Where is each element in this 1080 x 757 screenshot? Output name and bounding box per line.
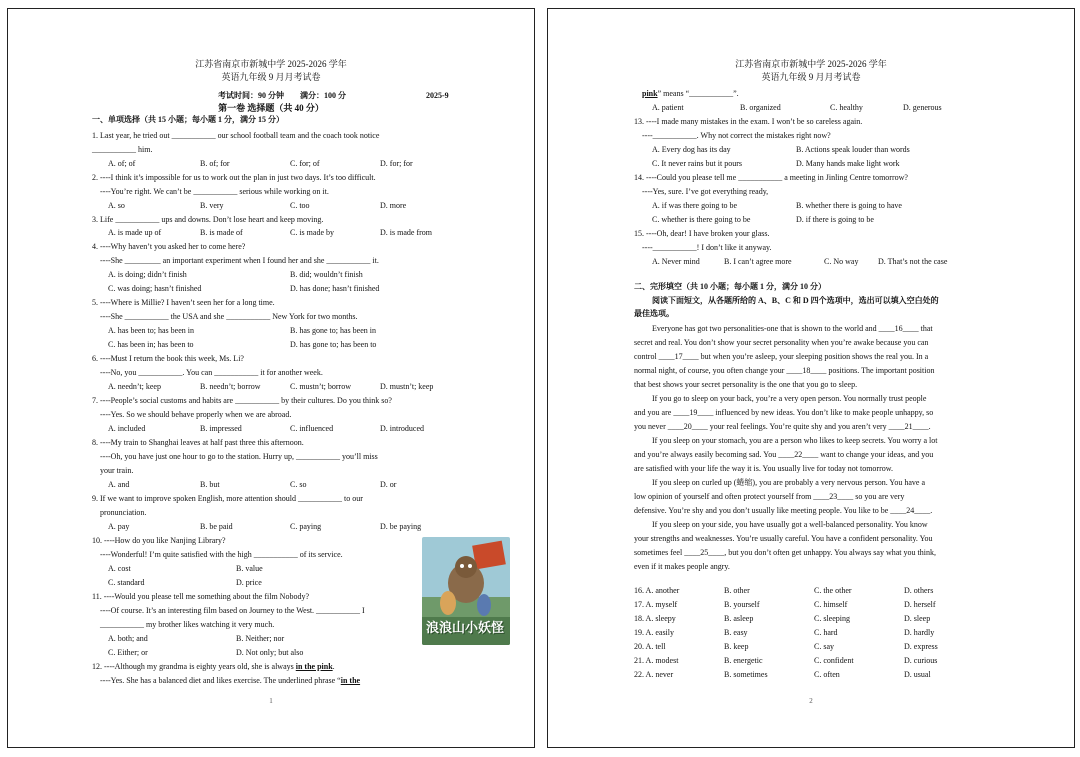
passage-line: your strengths and weaknesses. You’re usually careful. You have a confident personality. You <box>634 534 933 543</box>
option: C. often <box>814 670 840 679</box>
section-1-title: 一、单项选择（共 15 小题；每小题 1 分，满分 15 分） <box>92 115 284 124</box>
option: B. has gone to; has been in <box>290 326 376 335</box>
exam-page-2 <box>547 8 1075 748</box>
question-line: 13. ----I made many mistakes in the exam. I won’t be so careless again. <box>634 117 863 126</box>
instruction: 最佳选项。 <box>634 309 674 318</box>
passage-line: even if it makes people angry. <box>634 562 730 571</box>
passage-line: that best shows your secret personality is the one that you go to sleep. <box>634 380 858 389</box>
question-line: 2. ----I think it’s impossible for us to work out the plan in just two days. It’s too difficult. <box>92 173 376 182</box>
option: D. introduced <box>380 424 424 433</box>
option: B. sometimes <box>724 670 768 679</box>
option: B. but <box>200 480 220 489</box>
option: B. energetic <box>724 656 763 665</box>
question-line: 3. Life ___________ ups and downs. Don’t lose heart and keep moving. <box>92 215 324 224</box>
option: B. easy <box>724 628 748 637</box>
option: B. value <box>236 564 263 573</box>
option: 17. A. myself <box>634 600 678 609</box>
option: C. for; of <box>290 159 320 168</box>
option: B. organized <box>740 103 781 112</box>
option: A. pay <box>108 522 130 531</box>
option: A. both; and <box>108 634 148 643</box>
option: D. or <box>380 480 397 489</box>
question-line: ----No, you ___________. You can ___________ it for another week. <box>100 368 323 377</box>
option: B. yourself <box>724 600 760 609</box>
exam-time: 考试时间：90 分钟 <box>218 91 284 100</box>
option: C. the other <box>814 586 852 595</box>
option: C. influenced <box>290 424 334 433</box>
option: C. himself <box>814 600 848 609</box>
question-line: ___________ him. <box>92 145 153 154</box>
option: D. express <box>904 642 938 651</box>
option: C. healthy <box>830 103 863 112</box>
option: B. impressed <box>200 424 242 433</box>
option: D. price <box>236 578 262 587</box>
option: D. more <box>380 201 407 210</box>
option: D. Not only; but also <box>236 648 304 657</box>
option: A. and <box>108 480 130 489</box>
poster-title: 浪浪山小妖怪 <box>426 621 505 636</box>
option: B. be paid <box>200 522 233 531</box>
option: 21. A. modest <box>634 656 679 665</box>
question-line: 14. ----Could you please tell me ___________ a meeting in Jinling Centre tomorrow? <box>634 173 908 182</box>
option: A. is made up of <box>108 228 162 237</box>
question-line: 15. ----Oh, dear! I have broken your glass. <box>634 229 770 238</box>
question-line: ----Yes, sure. I’ve got everything ready, <box>642 187 769 196</box>
option: 20. A. tell <box>634 642 666 651</box>
option: C. No way <box>824 257 859 266</box>
option: C. whether is there going to be <box>652 215 751 224</box>
option: 16. A. another <box>634 586 680 595</box>
underlined-phrase: in the <box>340 676 361 685</box>
question-line: your train. <box>100 466 134 475</box>
option: C. It never rains but it pours <box>652 159 742 168</box>
option: A. has been to; has been in <box>108 326 194 335</box>
option: C. confident <box>814 656 854 665</box>
question-text: ----Yes. She has a balanced diet and likes exercise. The underlined phrase “ <box>100 676 341 685</box>
question-line: ----Yes. So we should behave properly when we are abroad. <box>100 410 292 419</box>
option: D. has done; hasn’t finished <box>290 284 380 293</box>
option: D. be paying <box>380 522 422 531</box>
option: C. was doing; hasn’t finished <box>108 284 202 293</box>
option: D. for; for <box>380 159 413 168</box>
question-line <box>642 89 739 99</box>
passage-line: and you are ____19____ influenced by new ideas. You don’t like to make people unhappy, so <box>634 408 934 417</box>
option: A. is doing; didn’t finish <box>108 270 187 279</box>
option: D. herself <box>904 600 936 609</box>
option: D. usual <box>904 670 931 679</box>
question-line: 1. Last year, he tried out ___________ our school football team and the coach took notice <box>92 131 380 140</box>
option: C. hard <box>814 628 838 637</box>
option: A. Every dog has its day <box>652 145 731 154</box>
question-line: ----She _________ an important experiment when I found her and she ___________ it. <box>100 256 379 265</box>
passage-line: control ____17____ but when you’re asleep, your sleeping position shows the real you. In a <box>634 352 929 361</box>
question-line: 12. ----Although my grandma is eighty years old, she is always in the pink. <box>92 662 335 671</box>
question-line: ----Of course. It’s an interesting film based on Journey to the West. ___________ I <box>100 606 365 615</box>
option: C. Either; or <box>108 648 148 657</box>
page-number: 1 <box>269 697 273 705</box>
option: 19. A. easily <box>634 628 674 637</box>
option: D. Many hands make light work <box>796 159 900 168</box>
question-line: 11. ----Would you please tell me something about the film Nobody? <box>92 592 310 601</box>
option: 22. A. never <box>634 670 674 679</box>
passage-line: If you sleep on your stomach, you are a person who likes to keep secrets. You worry a lot <box>652 436 938 445</box>
option: A. of; of <box>108 159 136 168</box>
option: D. sleep <box>904 614 931 623</box>
option: C. paying <box>290 522 322 531</box>
question-line: 6. ----Must I return the book this week, Ms. Li? <box>92 354 244 363</box>
option: C. mustn’t; borrow <box>290 382 351 391</box>
option: B. whether there is going to have <box>796 201 902 210</box>
question-line: ----She ___________ the USA and she ___________ New York for two months. <box>100 312 358 321</box>
exam-date: 2025-9 <box>426 91 449 100</box>
underlined-phrase: pink <box>642 89 658 98</box>
question-line: ___________ my brother likes watching it very much. <box>100 620 275 629</box>
option: D. has gone to; has been to <box>290 340 377 349</box>
option: B. asleep <box>724 614 754 623</box>
option: D. hardly <box>904 628 935 637</box>
question-line: 10. ----How do you like Nanjing Library? <box>92 536 226 545</box>
option: D. That’s not the case <box>878 257 948 266</box>
question-line: ----___________. Why not correct the mistakes right now? <box>642 131 831 140</box>
option: C. standard <box>108 578 145 587</box>
question-line: pronunciation. <box>100 508 147 517</box>
question-line: ----You’re right. We can’t be ___________ serious while working on it. <box>100 187 329 196</box>
option: B. keep <box>724 642 749 651</box>
option: 18. A. sleepy <box>634 614 676 623</box>
question-line: 5. ----Where is Millie? I haven’t seen her for a long time. <box>92 298 275 307</box>
option: B. needn’t; borrow <box>200 382 261 391</box>
option: A. patient <box>652 103 684 112</box>
passage-line: If you sleep on your side, you have usually got a well-balanced personality. You know <box>652 520 928 529</box>
school-title: 江苏省南京市新城中学 2025-2026 学年 <box>195 59 347 69</box>
school-title: 江苏省南京市新城中学 2025-2026 学年 <box>735 59 887 69</box>
question-line <box>100 676 360 686</box>
passage-line: If you sleep on curled up (蜷缩), you are probably a very nervous person. You have a <box>652 478 926 487</box>
option: C. sleeping <box>814 614 850 623</box>
option: B. I can’t agree more <box>724 257 792 266</box>
passage-line: normal night, of course, you often change your ____18____ positions. The important position <box>634 366 935 375</box>
option: A. needn’t; keep <box>108 382 161 391</box>
exam-page-1 <box>7 8 535 748</box>
page-number: 2 <box>809 697 813 705</box>
passage-line: sometimes feel ____25____, but you don’t often get unhappy. You always say what you think, <box>634 548 936 557</box>
question-line: 4. ----Why haven’t you asked her to come here? <box>92 242 246 251</box>
option: C. has been in; has been to <box>108 340 194 349</box>
option: C. is made by <box>290 228 334 237</box>
volume-title: 第一卷 选择题（共 40 分） <box>218 103 324 113</box>
option: D. curious <box>904 656 938 665</box>
question-line: ----Oh, you have just one hour to go to the station. Hurry up, ___________ you’ll miss <box>100 452 378 461</box>
option: A. so <box>108 201 125 210</box>
passage-line: defensive. You’re shy and you don’t usually like meeting people. You like to be ____24____. <box>634 506 933 515</box>
question-line: ----___________! I don’t like it anyway. <box>642 243 772 252</box>
option: C. so <box>290 480 307 489</box>
instruction: 阅读下面短文，从各题所给的 A、B、C 和 D 四个选项中，选出可以填入空白处的 <box>652 296 939 305</box>
passage-line: If you go to sleep on your back, you’re a very open person. You normally trust people <box>652 394 927 403</box>
passage-line: and you’re always easily becoming sad. You ____22____ want to change your ideas, and you <box>634 450 934 459</box>
option: D. mustn’t; keep <box>380 382 434 391</box>
movie-poster-image <box>422 537 510 645</box>
option: A. if was there going to be <box>652 201 738 210</box>
option: D. if there is going to be <box>796 215 874 224</box>
section-2-title: 二、完形填空（共 10 小题；每小题 1 分，满分 10 分） <box>634 282 826 291</box>
passage-line: low opinion of yourself and often protect yourself from ____23____ so you are very <box>634 492 905 501</box>
option: D. others <box>904 586 934 595</box>
option: C. say <box>814 642 834 651</box>
passage-line: secret and real. You don’t show your secret personality when you’re awake because you can <box>634 338 929 347</box>
passage-line: you never ____20____ your real feelings. You’re quite shy and you aren’t very ____21____. <box>634 422 931 431</box>
question-line: 8. ----My train to Shanghai leaves at half past three this afternoon. <box>92 438 304 447</box>
option: B. Actions speak louder than words <box>796 145 910 154</box>
option: B. is made of <box>200 228 243 237</box>
passage-line: Everyone has got two personalities-one that is shown to the world and ____16____ that <box>652 324 933 333</box>
option: B. did; wouldn’t finish <box>290 270 363 279</box>
passage-line: are satisfied with your life the way it is. You usually live for today not tomorrow. <box>634 464 893 473</box>
question-line: 9. If we want to improve spoken English, more attention should ___________ to our <box>92 494 363 503</box>
question-text: 12. ----Although my grandma is eighty years old, she is always <box>92 662 294 671</box>
question-text: ” means “___________”. <box>657 89 739 98</box>
option: B. of; for <box>200 159 230 168</box>
option: D. is made from <box>380 228 432 237</box>
exam-score: 满分：100 分 <box>300 91 346 100</box>
option: A. cost <box>108 564 131 573</box>
option: D. generous <box>903 103 942 112</box>
question-line: ----Wonderful! I’m quite satisfied with the high ___________ of its service. <box>100 550 343 559</box>
underlined-phrase: in the pink <box>295 662 333 671</box>
question-line: 7. ----People’s social customs and habits are ___________ by their cultures. Do you think so? <box>92 396 392 405</box>
option: A. included <box>108 424 146 433</box>
option: B. other <box>724 586 750 595</box>
option: A. Never mind <box>652 257 700 266</box>
option: B. very <box>200 201 224 210</box>
exam-title: 英语九年级 9 月月考试卷 <box>761 72 861 82</box>
exam-title: 英语九年级 9 月月考试卷 <box>221 72 321 82</box>
option: C. too <box>290 201 310 210</box>
option: B. Neither; nor <box>236 634 285 643</box>
